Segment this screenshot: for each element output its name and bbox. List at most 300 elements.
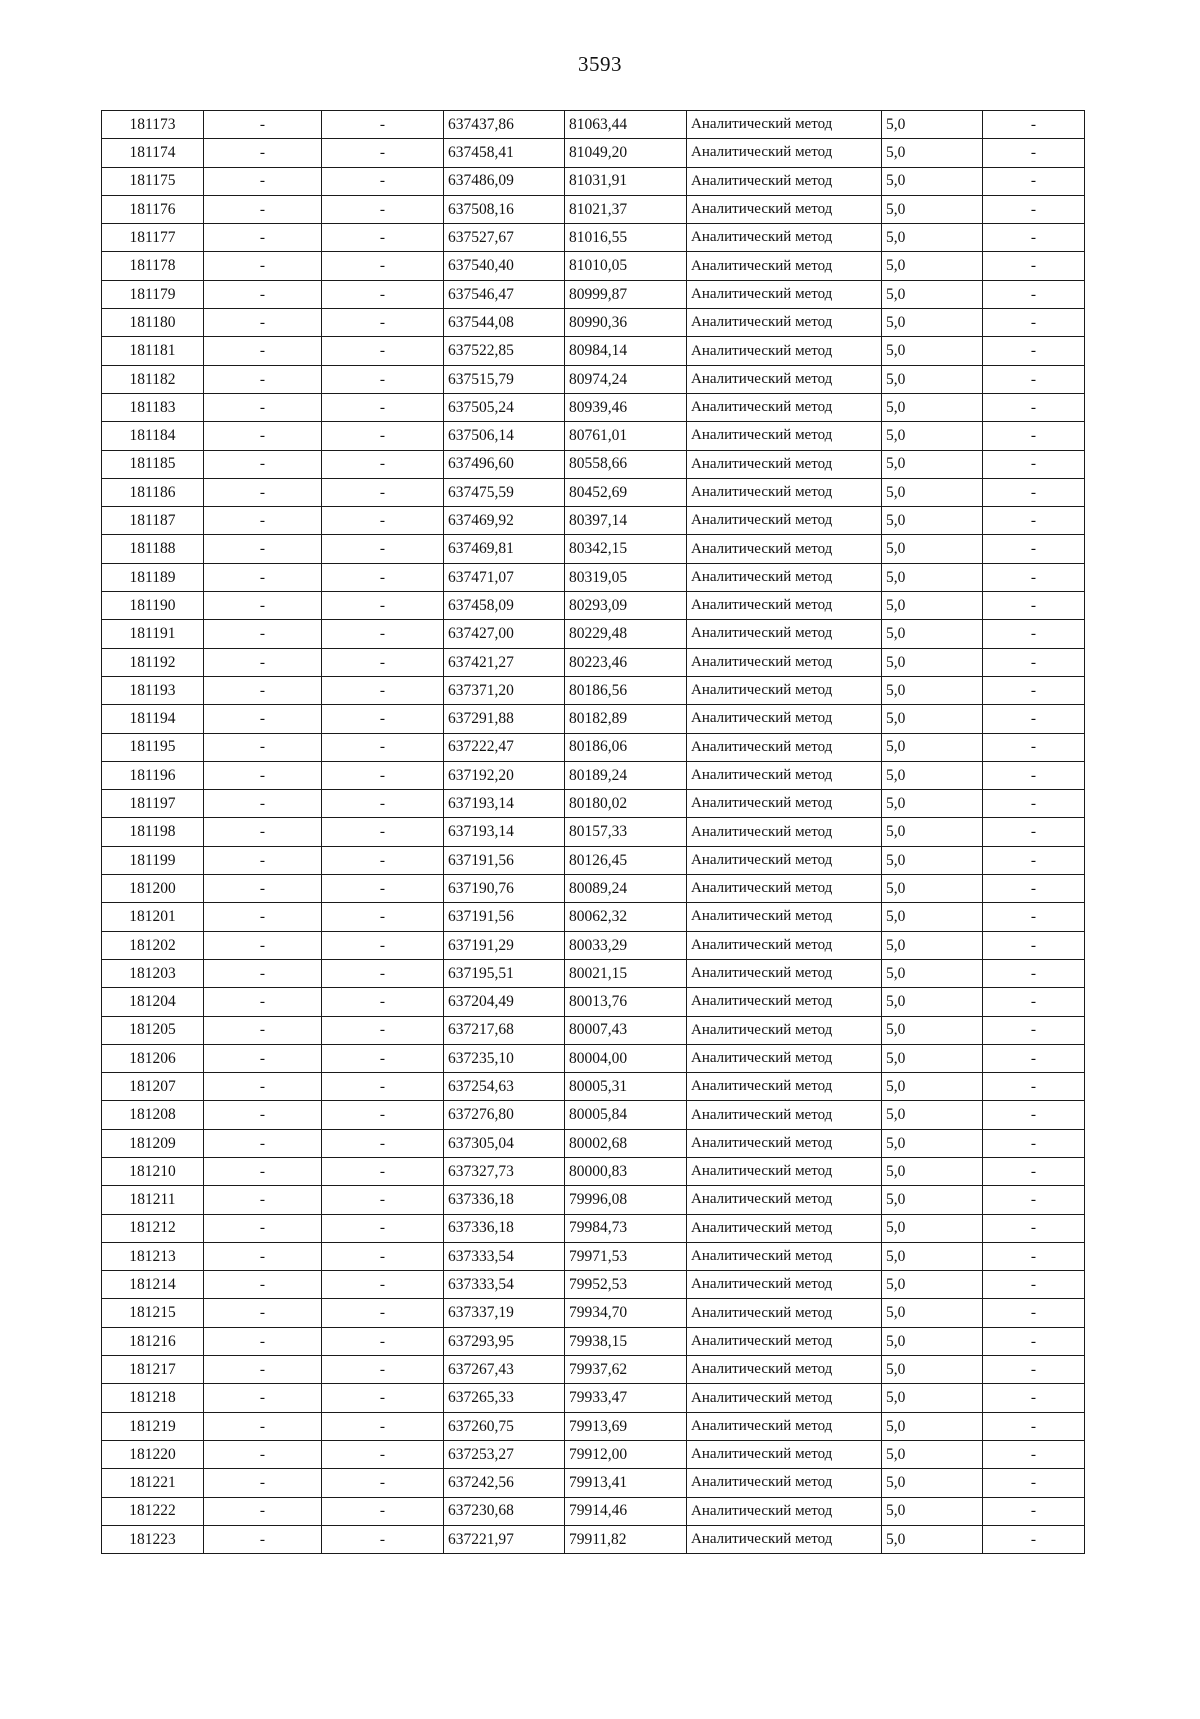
x-coordinate-cell: 637242,56 bbox=[444, 1469, 565, 1497]
table-row bbox=[102, 111, 1085, 139]
point-number-cell: 181214 bbox=[102, 1271, 204, 1299]
dash-cell: - bbox=[322, 903, 444, 931]
method-cell: Аналитический метод bbox=[687, 224, 882, 252]
method-cell: Аналитический метод bbox=[687, 846, 882, 874]
method-cell: Аналитический метод bbox=[687, 1525, 882, 1553]
x-coordinate-cell: 637421,27 bbox=[444, 648, 565, 676]
dash-cell: - bbox=[204, 1157, 322, 1185]
method-cell: Аналитический метод bbox=[687, 620, 882, 648]
dash-cell: - bbox=[983, 535, 1085, 563]
x-coordinate-cell: 637305,04 bbox=[444, 1129, 565, 1157]
accuracy-cell: 5,0 bbox=[882, 422, 983, 450]
table-row bbox=[102, 733, 1085, 761]
point-number-cell: 181201 bbox=[102, 903, 204, 931]
point-number-cell: 181223 bbox=[102, 1525, 204, 1553]
table-row bbox=[102, 507, 1085, 535]
table-row bbox=[102, 139, 1085, 167]
method-cell: Аналитический метод bbox=[687, 450, 882, 478]
dash-cell: - bbox=[983, 1157, 1085, 1185]
table-row bbox=[102, 167, 1085, 195]
table-row bbox=[102, 1327, 1085, 1355]
x-coordinate-cell: 637458,41 bbox=[444, 139, 565, 167]
accuracy-cell: 5,0 bbox=[882, 224, 983, 252]
table-row bbox=[102, 1044, 1085, 1072]
x-coordinate-cell: 637506,14 bbox=[444, 422, 565, 450]
y-coordinate-cell: 79984,73 bbox=[565, 1214, 687, 1242]
accuracy-cell: 5,0 bbox=[882, 309, 983, 337]
accuracy-cell: 5,0 bbox=[882, 167, 983, 195]
method-cell: Аналитический метод bbox=[687, 1384, 882, 1412]
method-cell: Аналитический метод bbox=[687, 535, 882, 563]
table-row bbox=[102, 478, 1085, 506]
dash-cell: - bbox=[983, 705, 1085, 733]
method-cell: Аналитический метод bbox=[687, 195, 882, 223]
point-number-cell: 181212 bbox=[102, 1214, 204, 1242]
method-cell: Аналитический метод bbox=[687, 393, 882, 421]
dash-cell: - bbox=[204, 959, 322, 987]
x-coordinate-cell: 637522,85 bbox=[444, 337, 565, 365]
table-row bbox=[102, 620, 1085, 648]
accuracy-cell: 5,0 bbox=[882, 1073, 983, 1101]
x-coordinate-cell: 637217,68 bbox=[444, 1016, 565, 1044]
point-number-cell: 181207 bbox=[102, 1073, 204, 1101]
accuracy-cell: 5,0 bbox=[882, 1242, 983, 1270]
dash-cell: - bbox=[322, 393, 444, 421]
dash-cell: - bbox=[322, 1299, 444, 1327]
y-coordinate-cell: 80005,31 bbox=[565, 1073, 687, 1101]
method-cell: Аналитический метод bbox=[687, 507, 882, 535]
y-coordinate-cell: 80186,56 bbox=[565, 676, 687, 704]
y-coordinate-cell: 80761,01 bbox=[565, 422, 687, 450]
dash-cell: - bbox=[204, 1129, 322, 1157]
accuracy-cell: 5,0 bbox=[882, 733, 983, 761]
x-coordinate-cell: 637276,80 bbox=[444, 1101, 565, 1129]
method-cell: Аналитический метод bbox=[687, 818, 882, 846]
dash-cell: - bbox=[983, 167, 1085, 195]
dash-cell: - bbox=[983, 875, 1085, 903]
y-coordinate-cell: 80186,06 bbox=[565, 733, 687, 761]
point-number-cell: 181199 bbox=[102, 846, 204, 874]
dash-cell: - bbox=[983, 1525, 1085, 1553]
dash-cell: - bbox=[204, 818, 322, 846]
dash-cell: - bbox=[983, 761, 1085, 789]
point-number-cell: 181195 bbox=[102, 733, 204, 761]
y-coordinate-cell: 81010,05 bbox=[565, 252, 687, 280]
dash-cell: - bbox=[322, 1044, 444, 1072]
dash-cell: - bbox=[983, 1412, 1085, 1440]
dash-cell: - bbox=[322, 563, 444, 591]
x-coordinate-cell: 637253,27 bbox=[444, 1440, 565, 1468]
accuracy-cell: 5,0 bbox=[882, 875, 983, 903]
accuracy-cell: 5,0 bbox=[882, 1356, 983, 1384]
method-cell: Аналитический метод bbox=[687, 790, 882, 818]
y-coordinate-cell: 80189,24 bbox=[565, 761, 687, 789]
method-cell: Аналитический метод bbox=[687, 1469, 882, 1497]
table-row bbox=[102, 1525, 1085, 1553]
y-coordinate-cell: 80013,76 bbox=[565, 988, 687, 1016]
y-coordinate-cell: 80974,24 bbox=[565, 365, 687, 393]
dash-cell: - bbox=[983, 280, 1085, 308]
point-number-cell: 181191 bbox=[102, 620, 204, 648]
y-coordinate-cell: 80984,14 bbox=[565, 337, 687, 365]
dash-cell: - bbox=[322, 1157, 444, 1185]
table-row bbox=[102, 1412, 1085, 1440]
accuracy-cell: 5,0 bbox=[882, 1469, 983, 1497]
dash-cell: - bbox=[322, 1469, 444, 1497]
y-coordinate-cell: 81031,91 bbox=[565, 167, 687, 195]
dash-cell: - bbox=[983, 648, 1085, 676]
method-cell: Аналитический метод bbox=[687, 337, 882, 365]
accuracy-cell: 5,0 bbox=[882, 280, 983, 308]
y-coordinate-cell: 79938,15 bbox=[565, 1327, 687, 1355]
dash-cell: - bbox=[322, 931, 444, 959]
dash-cell: - bbox=[322, 167, 444, 195]
dash-cell: - bbox=[204, 1271, 322, 1299]
accuracy-cell: 5,0 bbox=[882, 903, 983, 931]
table-row bbox=[102, 1101, 1085, 1129]
dash-cell: - bbox=[983, 1016, 1085, 1044]
x-coordinate-cell: 637437,86 bbox=[444, 111, 565, 139]
y-coordinate-cell: 79934,70 bbox=[565, 1299, 687, 1327]
method-cell: Аналитический метод bbox=[687, 959, 882, 987]
dash-cell: - bbox=[204, 139, 322, 167]
table-row bbox=[102, 365, 1085, 393]
dash-cell: - bbox=[204, 195, 322, 223]
table-row bbox=[102, 337, 1085, 365]
point-number-cell: 181184 bbox=[102, 422, 204, 450]
y-coordinate-cell: 80021,15 bbox=[565, 959, 687, 987]
y-coordinate-cell: 79914,46 bbox=[565, 1497, 687, 1525]
dash-cell: - bbox=[322, 337, 444, 365]
point-number-cell: 181180 bbox=[102, 309, 204, 337]
method-cell: Аналитический метод bbox=[687, 903, 882, 931]
dash-cell: - bbox=[983, 478, 1085, 506]
dash-cell: - bbox=[204, 393, 322, 421]
dash-cell: - bbox=[983, 1073, 1085, 1101]
dash-cell: - bbox=[983, 1440, 1085, 1468]
dash-cell: - bbox=[204, 111, 322, 139]
dash-cell: - bbox=[322, 224, 444, 252]
y-coordinate-cell: 79971,53 bbox=[565, 1242, 687, 1270]
accuracy-cell: 5,0 bbox=[882, 931, 983, 959]
x-coordinate-cell: 637508,16 bbox=[444, 195, 565, 223]
dash-cell: - bbox=[983, 988, 1085, 1016]
dash-cell: - bbox=[983, 224, 1085, 252]
x-coordinate-cell: 637336,18 bbox=[444, 1186, 565, 1214]
dash-cell: - bbox=[322, 280, 444, 308]
method-cell: Аналитический метод bbox=[687, 988, 882, 1016]
y-coordinate-cell: 81016,55 bbox=[565, 224, 687, 252]
method-cell: Аналитический метод bbox=[687, 365, 882, 393]
y-coordinate-cell: 80223,46 bbox=[565, 648, 687, 676]
dash-cell: - bbox=[322, 846, 444, 874]
dash-cell: - bbox=[204, 875, 322, 903]
point-number-cell: 181217 bbox=[102, 1356, 204, 1384]
method-cell: Аналитический метод bbox=[687, 1214, 882, 1242]
point-number-cell: 181218 bbox=[102, 1384, 204, 1412]
point-number-cell: 181183 bbox=[102, 393, 204, 421]
table-row bbox=[102, 1214, 1085, 1242]
table-row bbox=[102, 1469, 1085, 1497]
coordinates-table bbox=[101, 110, 1085, 1554]
y-coordinate-cell: 80180,02 bbox=[565, 790, 687, 818]
dash-cell: - bbox=[983, 733, 1085, 761]
accuracy-cell: 5,0 bbox=[882, 563, 983, 591]
y-coordinate-cell: 79996,08 bbox=[565, 1186, 687, 1214]
x-coordinate-cell: 637505,24 bbox=[444, 393, 565, 421]
point-number-cell: 181187 bbox=[102, 507, 204, 535]
table-row bbox=[102, 988, 1085, 1016]
y-coordinate-cell: 81021,37 bbox=[565, 195, 687, 223]
y-coordinate-cell: 80000,83 bbox=[565, 1157, 687, 1185]
method-cell: Аналитический метод bbox=[687, 309, 882, 337]
dash-cell: - bbox=[322, 535, 444, 563]
table-row bbox=[102, 790, 1085, 818]
dash-cell: - bbox=[204, 1299, 322, 1327]
dash-cell: - bbox=[983, 676, 1085, 704]
point-number-cell: 181220 bbox=[102, 1440, 204, 1468]
y-coordinate-cell: 80558,66 bbox=[565, 450, 687, 478]
table-row bbox=[102, 195, 1085, 223]
accuracy-cell: 5,0 bbox=[882, 1129, 983, 1157]
method-cell: Аналитический метод bbox=[687, 1497, 882, 1525]
accuracy-cell: 5,0 bbox=[882, 1384, 983, 1412]
dash-cell: - bbox=[983, 903, 1085, 931]
dash-cell: - bbox=[322, 1271, 444, 1299]
x-coordinate-cell: 637486,09 bbox=[444, 167, 565, 195]
y-coordinate-cell: 79933,47 bbox=[565, 1384, 687, 1412]
x-coordinate-cell: 637546,47 bbox=[444, 280, 565, 308]
dash-cell: - bbox=[322, 1101, 444, 1129]
method-cell: Аналитический метод bbox=[687, 1327, 882, 1355]
x-coordinate-cell: 637204,49 bbox=[444, 988, 565, 1016]
accuracy-cell: 5,0 bbox=[882, 1157, 983, 1185]
dash-cell: - bbox=[983, 1186, 1085, 1214]
dash-cell: - bbox=[983, 139, 1085, 167]
table-row bbox=[102, 280, 1085, 308]
point-number-cell: 181177 bbox=[102, 224, 204, 252]
dash-cell: - bbox=[204, 1044, 322, 1072]
method-cell: Аналитический метод bbox=[687, 139, 882, 167]
x-coordinate-cell: 637540,40 bbox=[444, 252, 565, 280]
dash-cell: - bbox=[204, 1101, 322, 1129]
dash-cell: - bbox=[322, 592, 444, 620]
dash-cell: - bbox=[322, 705, 444, 733]
dash-cell: - bbox=[322, 875, 444, 903]
point-number-cell: 181196 bbox=[102, 761, 204, 789]
point-number-cell: 181198 bbox=[102, 818, 204, 846]
point-number-cell: 181209 bbox=[102, 1129, 204, 1157]
accuracy-cell: 5,0 bbox=[882, 337, 983, 365]
method-cell: Аналитический метод bbox=[687, 167, 882, 195]
method-cell: Аналитический метод bbox=[687, 1129, 882, 1157]
table-row bbox=[102, 393, 1085, 421]
dash-cell: - bbox=[322, 959, 444, 987]
x-coordinate-cell: 637235,10 bbox=[444, 1044, 565, 1072]
point-number-cell: 181193 bbox=[102, 676, 204, 704]
dash-cell: - bbox=[983, 1271, 1085, 1299]
point-number-cell: 181206 bbox=[102, 1044, 204, 1072]
method-cell: Аналитический метод bbox=[687, 1299, 882, 1327]
table-row bbox=[102, 1497, 1085, 1525]
accuracy-cell: 5,0 bbox=[882, 790, 983, 818]
point-number-cell: 181182 bbox=[102, 365, 204, 393]
dash-cell: - bbox=[322, 507, 444, 535]
x-coordinate-cell: 637293,95 bbox=[444, 1327, 565, 1355]
method-cell: Аналитический метод bbox=[687, 1412, 882, 1440]
accuracy-cell: 5,0 bbox=[882, 959, 983, 987]
x-coordinate-cell: 637230,68 bbox=[444, 1497, 565, 1525]
y-coordinate-cell: 79913,69 bbox=[565, 1412, 687, 1440]
dash-cell: - bbox=[204, 478, 322, 506]
dash-cell: - bbox=[983, 1299, 1085, 1327]
x-coordinate-cell: 637267,43 bbox=[444, 1356, 565, 1384]
point-number-cell: 181203 bbox=[102, 959, 204, 987]
accuracy-cell: 5,0 bbox=[882, 1186, 983, 1214]
dash-cell: - bbox=[983, 1497, 1085, 1525]
dash-cell: - bbox=[204, 280, 322, 308]
dash-cell: - bbox=[322, 1440, 444, 1468]
dash-cell: - bbox=[983, 592, 1085, 620]
point-number-cell: 181192 bbox=[102, 648, 204, 676]
method-cell: Аналитический метод bbox=[687, 111, 882, 139]
dash-cell: - bbox=[322, 761, 444, 789]
y-coordinate-cell: 80089,24 bbox=[565, 875, 687, 903]
table-body bbox=[102, 111, 1085, 1554]
dash-cell: - bbox=[204, 931, 322, 959]
table-row bbox=[102, 1384, 1085, 1412]
point-number-cell: 181186 bbox=[102, 478, 204, 506]
point-number-cell: 181173 bbox=[102, 111, 204, 139]
x-coordinate-cell: 637336,18 bbox=[444, 1214, 565, 1242]
dash-cell: - bbox=[322, 422, 444, 450]
table-row bbox=[102, 648, 1085, 676]
y-coordinate-cell: 80319,05 bbox=[565, 563, 687, 591]
y-coordinate-cell: 79913,41 bbox=[565, 1469, 687, 1497]
table-row bbox=[102, 875, 1085, 903]
dash-cell: - bbox=[204, 1016, 322, 1044]
dash-cell: - bbox=[983, 1101, 1085, 1129]
dash-cell: - bbox=[322, 1129, 444, 1157]
accuracy-cell: 5,0 bbox=[882, 705, 983, 733]
dash-cell: - bbox=[322, 676, 444, 704]
accuracy-cell: 5,0 bbox=[882, 988, 983, 1016]
y-coordinate-cell: 80939,46 bbox=[565, 393, 687, 421]
method-cell: Аналитический метод bbox=[687, 1440, 882, 1468]
dash-cell: - bbox=[204, 507, 322, 535]
dash-cell: - bbox=[322, 988, 444, 1016]
dash-cell: - bbox=[204, 676, 322, 704]
dash-cell: - bbox=[983, 1469, 1085, 1497]
y-coordinate-cell: 80397,14 bbox=[565, 507, 687, 535]
table-row bbox=[102, 1073, 1085, 1101]
dash-cell: - bbox=[322, 111, 444, 139]
page-number: 3593 bbox=[578, 52, 622, 76]
dash-cell: - bbox=[204, 790, 322, 818]
dash-cell: - bbox=[204, 252, 322, 280]
y-coordinate-cell: 80182,89 bbox=[565, 705, 687, 733]
point-number-cell: 181202 bbox=[102, 931, 204, 959]
table-row bbox=[102, 422, 1085, 450]
dash-cell: - bbox=[322, 1525, 444, 1553]
accuracy-cell: 5,0 bbox=[882, 1497, 983, 1525]
dash-cell: - bbox=[204, 337, 322, 365]
table-row bbox=[102, 309, 1085, 337]
method-cell: Аналитический метод bbox=[687, 648, 882, 676]
dash-cell: - bbox=[204, 1186, 322, 1214]
dash-cell: - bbox=[204, 224, 322, 252]
method-cell: Аналитический метод bbox=[687, 1242, 882, 1270]
table-row bbox=[102, 931, 1085, 959]
accuracy-cell: 5,0 bbox=[882, 1412, 983, 1440]
y-coordinate-cell: 80004,00 bbox=[565, 1044, 687, 1072]
point-number-cell: 181215 bbox=[102, 1299, 204, 1327]
method-cell: Аналитический метод bbox=[687, 252, 882, 280]
table-row bbox=[102, 903, 1085, 931]
accuracy-cell: 5,0 bbox=[882, 1101, 983, 1129]
dash-cell: - bbox=[322, 1186, 444, 1214]
dash-cell: - bbox=[322, 1214, 444, 1242]
table-row bbox=[102, 818, 1085, 846]
table-row bbox=[102, 1299, 1085, 1327]
table-row bbox=[102, 846, 1085, 874]
dash-cell: - bbox=[983, 111, 1085, 139]
x-coordinate-cell: 637427,00 bbox=[444, 620, 565, 648]
dash-cell: - bbox=[983, 422, 1085, 450]
table-row bbox=[102, 450, 1085, 478]
y-coordinate-cell: 79937,62 bbox=[565, 1356, 687, 1384]
accuracy-cell: 5,0 bbox=[882, 507, 983, 535]
point-number-cell: 181194 bbox=[102, 705, 204, 733]
x-coordinate-cell: 637291,88 bbox=[444, 705, 565, 733]
dash-cell: - bbox=[204, 1412, 322, 1440]
accuracy-cell: 5,0 bbox=[882, 648, 983, 676]
method-cell: Аналитический метод bbox=[687, 563, 882, 591]
y-coordinate-cell: 80157,33 bbox=[565, 818, 687, 846]
dash-cell: - bbox=[983, 337, 1085, 365]
method-cell: Аналитический метод bbox=[687, 705, 882, 733]
dash-cell: - bbox=[204, 1497, 322, 1525]
dash-cell: - bbox=[983, 1129, 1085, 1157]
dash-cell: - bbox=[322, 648, 444, 676]
dash-cell: - bbox=[204, 620, 322, 648]
table-row bbox=[102, 252, 1085, 280]
x-coordinate-cell: 637195,51 bbox=[444, 959, 565, 987]
method-cell: Аналитический метод bbox=[687, 1186, 882, 1214]
method-cell: Аналитический метод bbox=[687, 1271, 882, 1299]
dash-cell: - bbox=[204, 705, 322, 733]
dash-cell: - bbox=[204, 535, 322, 563]
dash-cell: - bbox=[322, 309, 444, 337]
table-row bbox=[102, 1016, 1085, 1044]
accuracy-cell: 5,0 bbox=[882, 450, 983, 478]
point-number-cell: 181188 bbox=[102, 535, 204, 563]
point-number-cell: 181174 bbox=[102, 139, 204, 167]
dash-cell: - bbox=[983, 365, 1085, 393]
method-cell: Аналитический метод bbox=[687, 1016, 882, 1044]
dash-cell: - bbox=[322, 1356, 444, 1384]
dash-cell: - bbox=[983, 252, 1085, 280]
accuracy-cell: 5,0 bbox=[882, 1016, 983, 1044]
x-coordinate-cell: 637260,75 bbox=[444, 1412, 565, 1440]
table-row bbox=[102, 1271, 1085, 1299]
x-coordinate-cell: 637475,59 bbox=[444, 478, 565, 506]
point-number-cell: 181216 bbox=[102, 1327, 204, 1355]
point-number-cell: 181200 bbox=[102, 875, 204, 903]
x-coordinate-cell: 637471,07 bbox=[444, 563, 565, 591]
dash-cell: - bbox=[983, 620, 1085, 648]
x-coordinate-cell: 637469,81 bbox=[444, 535, 565, 563]
